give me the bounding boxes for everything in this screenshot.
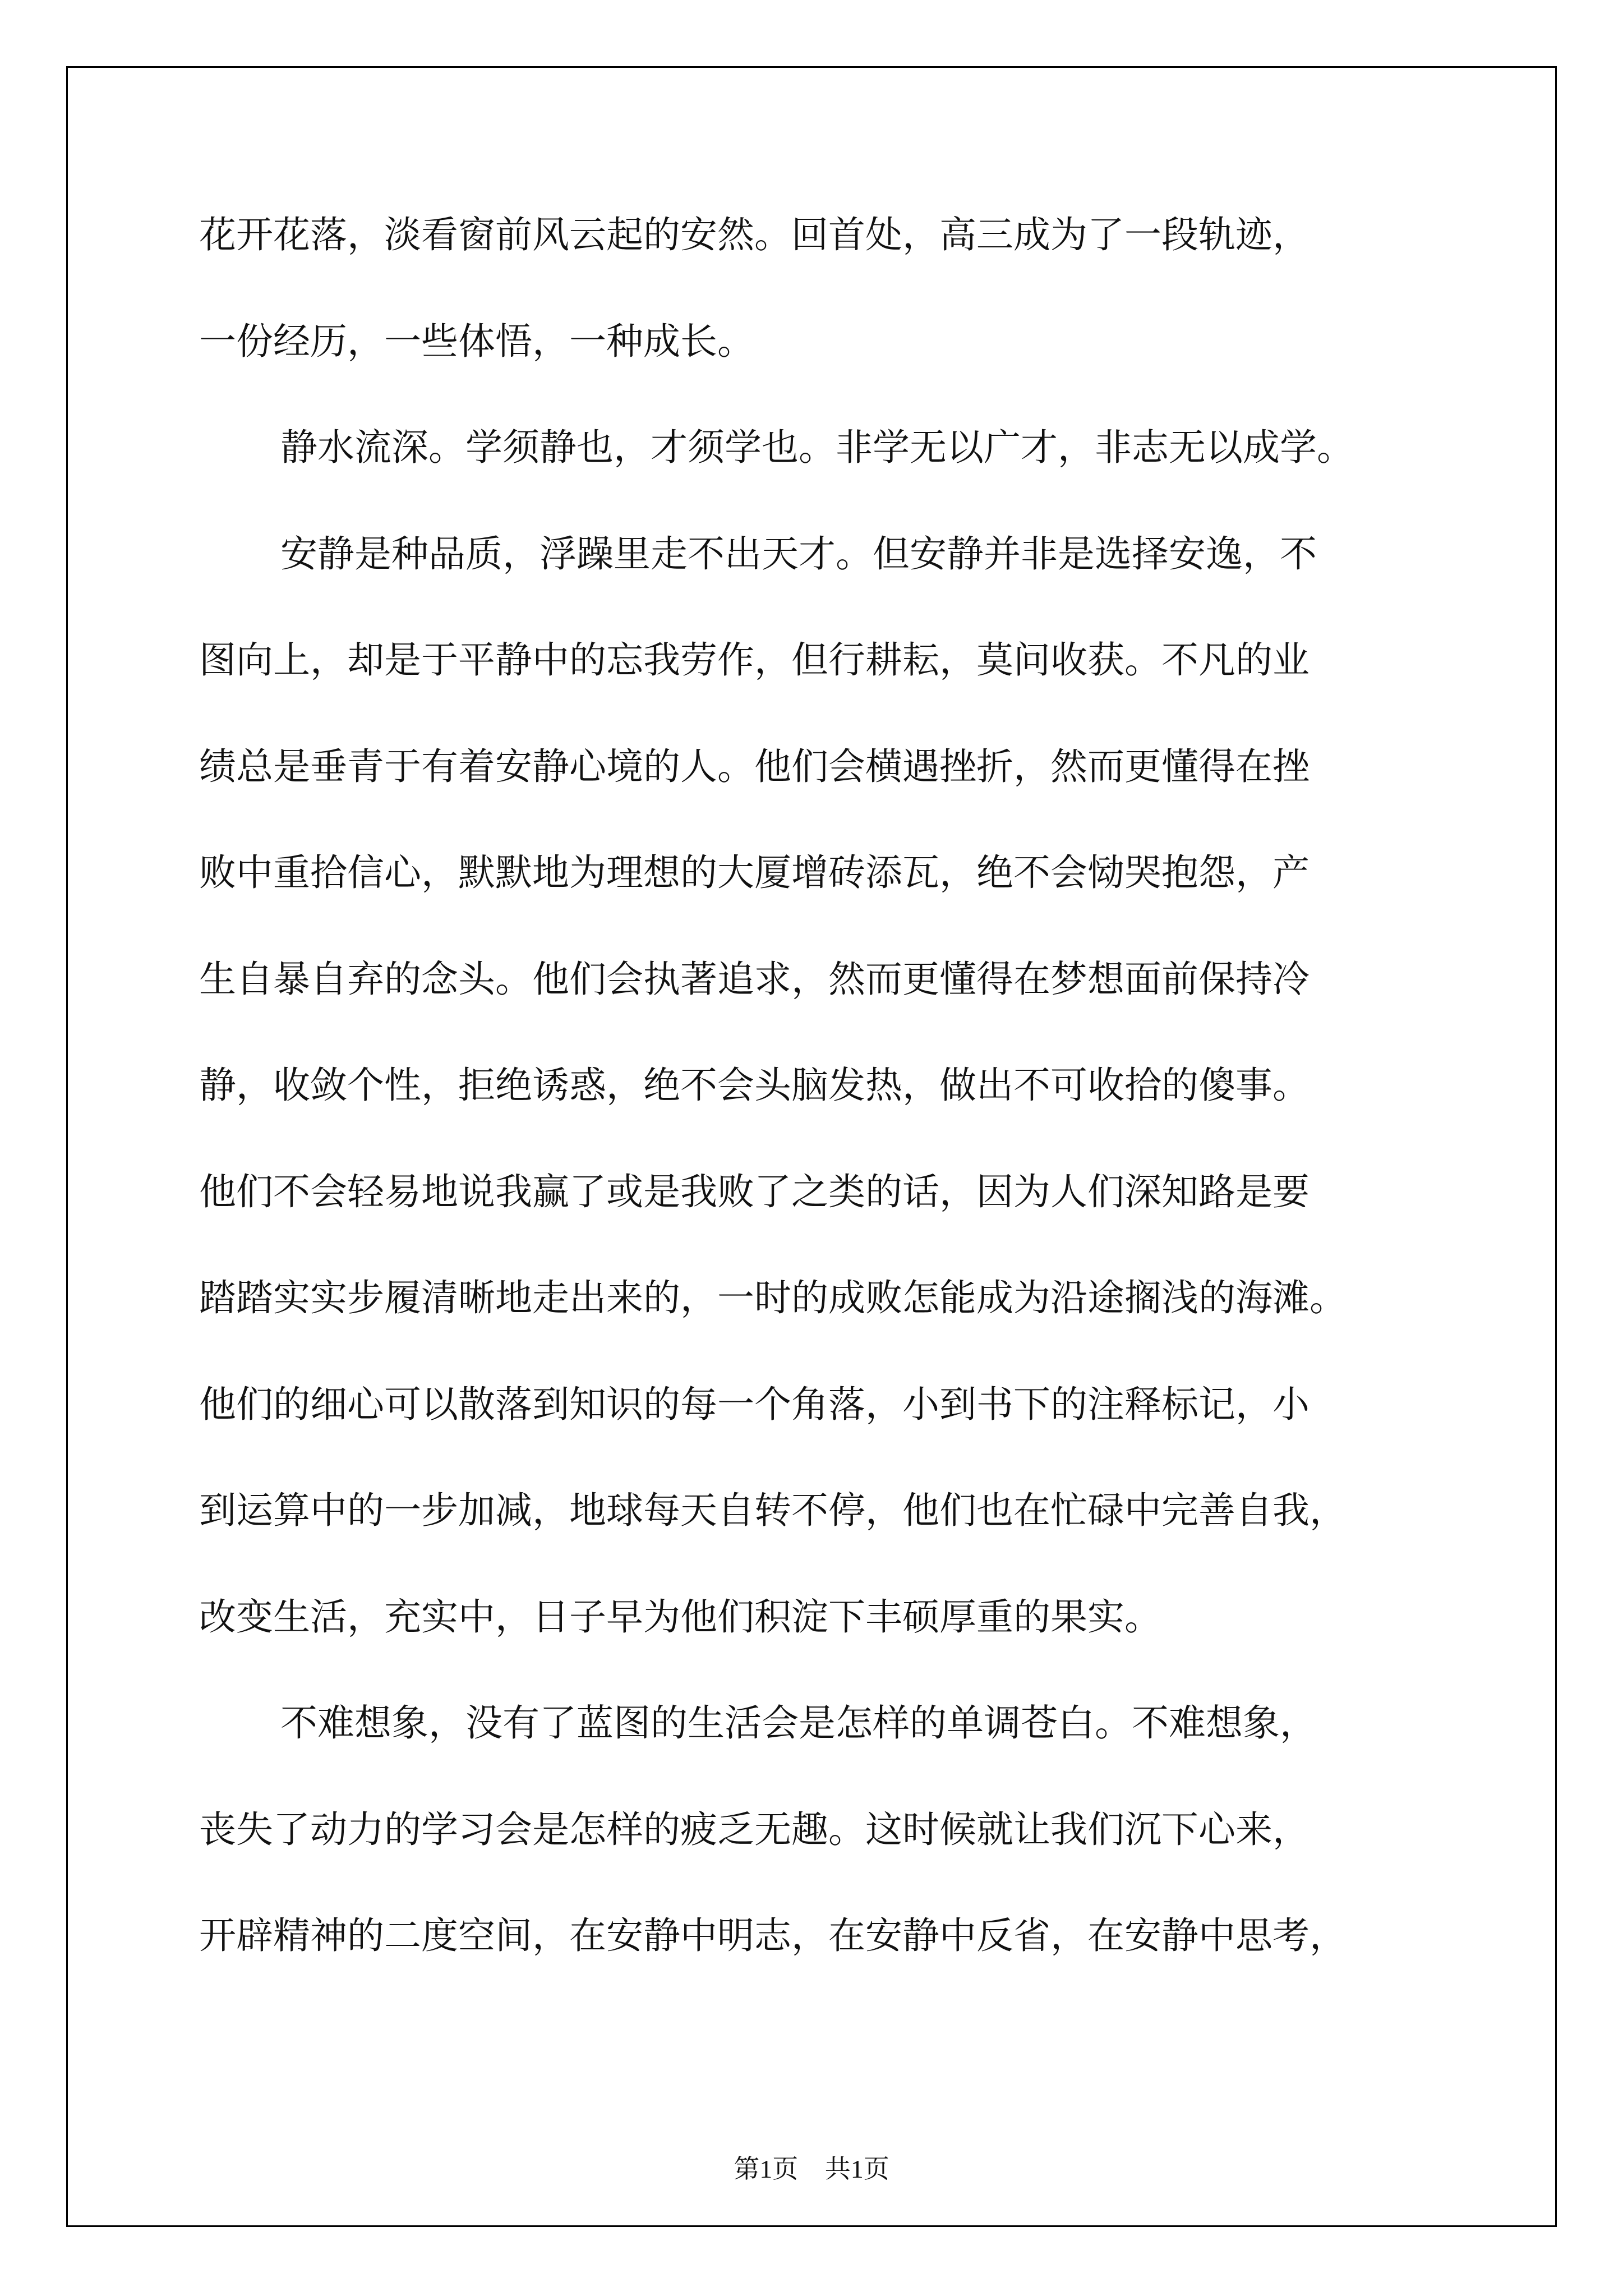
text-line: 改变生活，充实中，日子早为他们积淀下丰硕厚重的果实。 (199, 1595, 1161, 1639)
page-total: 共1页 (824, 2155, 889, 2183)
text-line: 安静是种品质，浮躁里走不出天才。但安静并非是选择安逸，不 (280, 532, 1317, 576)
text-line: 静，收敛个性，拒绝诱惑，绝不会头脑发热，做出不可收拾的傻事。 (199, 1064, 1310, 1107)
page-number: 第1页 (734, 2155, 799, 2183)
text-line: 踏踏实实步履清晰地走出来的，一时的成败怎能成为沿途搁浅的海滩。 (199, 1276, 1347, 1319)
page-footer (0, 2148, 1623, 2185)
text-line: 丧失了动力的学习会是怎样的疲乏无趣。这时候就让我们沉下心来， (199, 1807, 1310, 1851)
document-body (199, 213, 1422, 2023)
text-line: 图向上，却是于平静中的忘我劳作，但行耕耘，莫问收获。不凡的业 (199, 638, 1310, 682)
text-line: 败中重拾信心，默默地为理想的大厦增砖添瓦，绝不会恸哭抱怨，产 (199, 851, 1310, 894)
text-line: 他们不会轻易地说我赢了或是我败了之类的话，因为人们深知路是要 (199, 1170, 1310, 1213)
text-line: 静水流深。学须静也，才须学也。非学无以广才，非志无以成学。 (280, 426, 1354, 469)
text-line: 生自暴自弃的念头。他们会执著追求，然而更懂得在梦想面前保持冷 (199, 957, 1310, 1001)
text-line: 绩总是垂青于有着安静心境的人。他们会横遇挫折，然而更懂得在挫 (199, 744, 1310, 788)
text-line: 他们的细心可以散落到知识的每一个角落，小到书下的注释标记，小 (199, 1382, 1310, 1426)
text-line: 到运算中的一步加减，地球每天自转不停，他们也在忙碌中完善自我， (199, 1489, 1347, 1532)
text-line: 不难想象，没有了蓝图的生活会是怎样的单调苍白。不难想象， (280, 1701, 1317, 1745)
text-line: 花开花落，淡看窗前风云起的安然。回首处，高三成为了一段轨迹， (199, 213, 1310, 256)
text-line: 一份经历，一些体悟，一种成长。 (199, 319, 754, 363)
text-line: 开辟精神的二度空间，在安静中明志，在安静中反省，在安静中思考， (199, 1914, 1347, 1957)
